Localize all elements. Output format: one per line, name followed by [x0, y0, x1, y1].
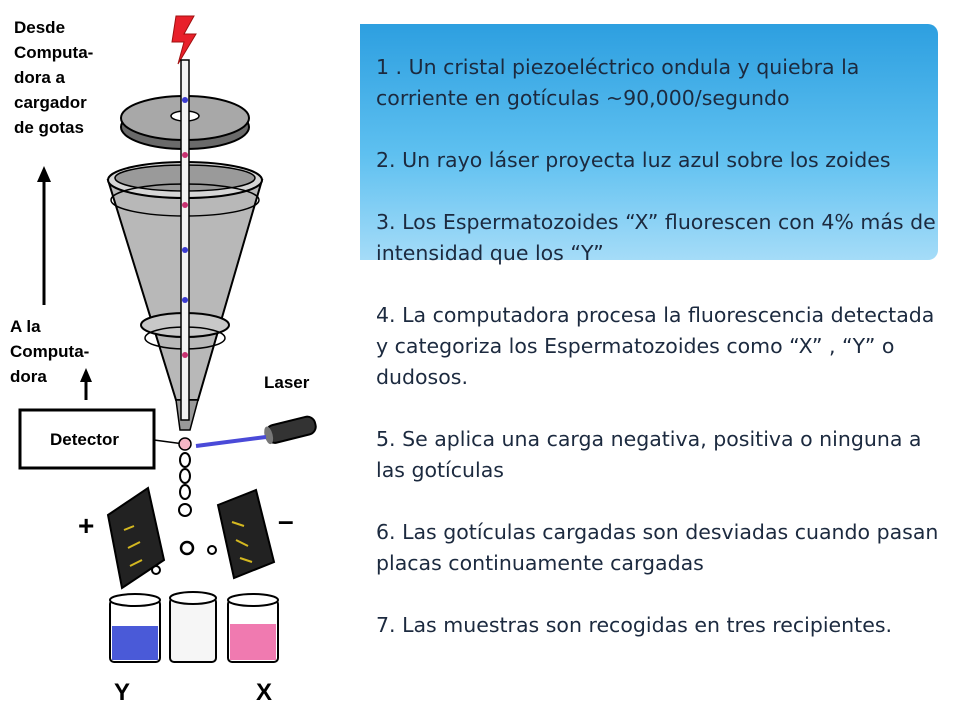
- step-7: 7. Las muestras son recogidas en tres recipientes.: [376, 613, 893, 637]
- svg-text:Computa-: Computa-: [14, 43, 94, 62]
- step-5: 5. Se aplica una carga negativa, positiva o ninguna a las gotículas: [376, 427, 922, 482]
- tube-x-label: X: [256, 679, 273, 706]
- arrow-up-icon: [80, 368, 92, 400]
- svg-text:Computa-: Computa-: [10, 342, 90, 361]
- svg-text:Detector: Detector: [50, 430, 119, 449]
- steps-list: [376, 52, 946, 672]
- tube-y: [110, 594, 160, 662]
- svg-text:cargador: cargador: [14, 93, 87, 112]
- negative-plate: [218, 490, 274, 578]
- step-4: 4. La computadora procesa la fluorescencia detectada y categoriza los Espermatozoides como “X” , “Y” o dudosos.: [376, 303, 935, 389]
- to-computer-label: [10, 317, 89, 386]
- flow-cytometer-diagram: [0, 0, 360, 720]
- lightning-icon: [172, 16, 196, 64]
- step-3: 3. Los Espermatozoides “X” fluorescen con 4% más de intensidad que los “Y”: [376, 210, 936, 265]
- from-computer-label: [14, 18, 93, 137]
- tube-x: [228, 594, 278, 662]
- laser-label: Laser: [264, 373, 310, 392]
- detector-box: [20, 410, 154, 468]
- plus-sign: +: [78, 510, 95, 541]
- svg-text:de gotas: de gotas: [14, 118, 84, 137]
- sample-tube: [181, 60, 189, 420]
- svg-text:Desde: Desde: [14, 18, 66, 37]
- arrow-up-icon: [37, 166, 51, 305]
- svg-text:dora a: dora a: [14, 68, 66, 87]
- step-6: 6. Las gotículas cargadas son desviadas cuando pasan placas continuamente cargadas: [376, 520, 939, 575]
- minus-sign: –: [278, 505, 294, 536]
- svg-text:dora: dora: [10, 367, 47, 386]
- tube-middle: [170, 592, 216, 662]
- step-2: 2. Un rayo láser proyecta luz azul sobre los zoides: [376, 148, 891, 172]
- tube-y-label: Y: [114, 679, 131, 706]
- laser-icon: [263, 415, 318, 445]
- step-1: 1 . Un cristal piezoeléctrico ondula y quiebra la corriente en gotículas ~90,000/segundo: [376, 55, 860, 110]
- laser-beam: [196, 437, 266, 446]
- svg-text:A la: A la: [10, 317, 41, 336]
